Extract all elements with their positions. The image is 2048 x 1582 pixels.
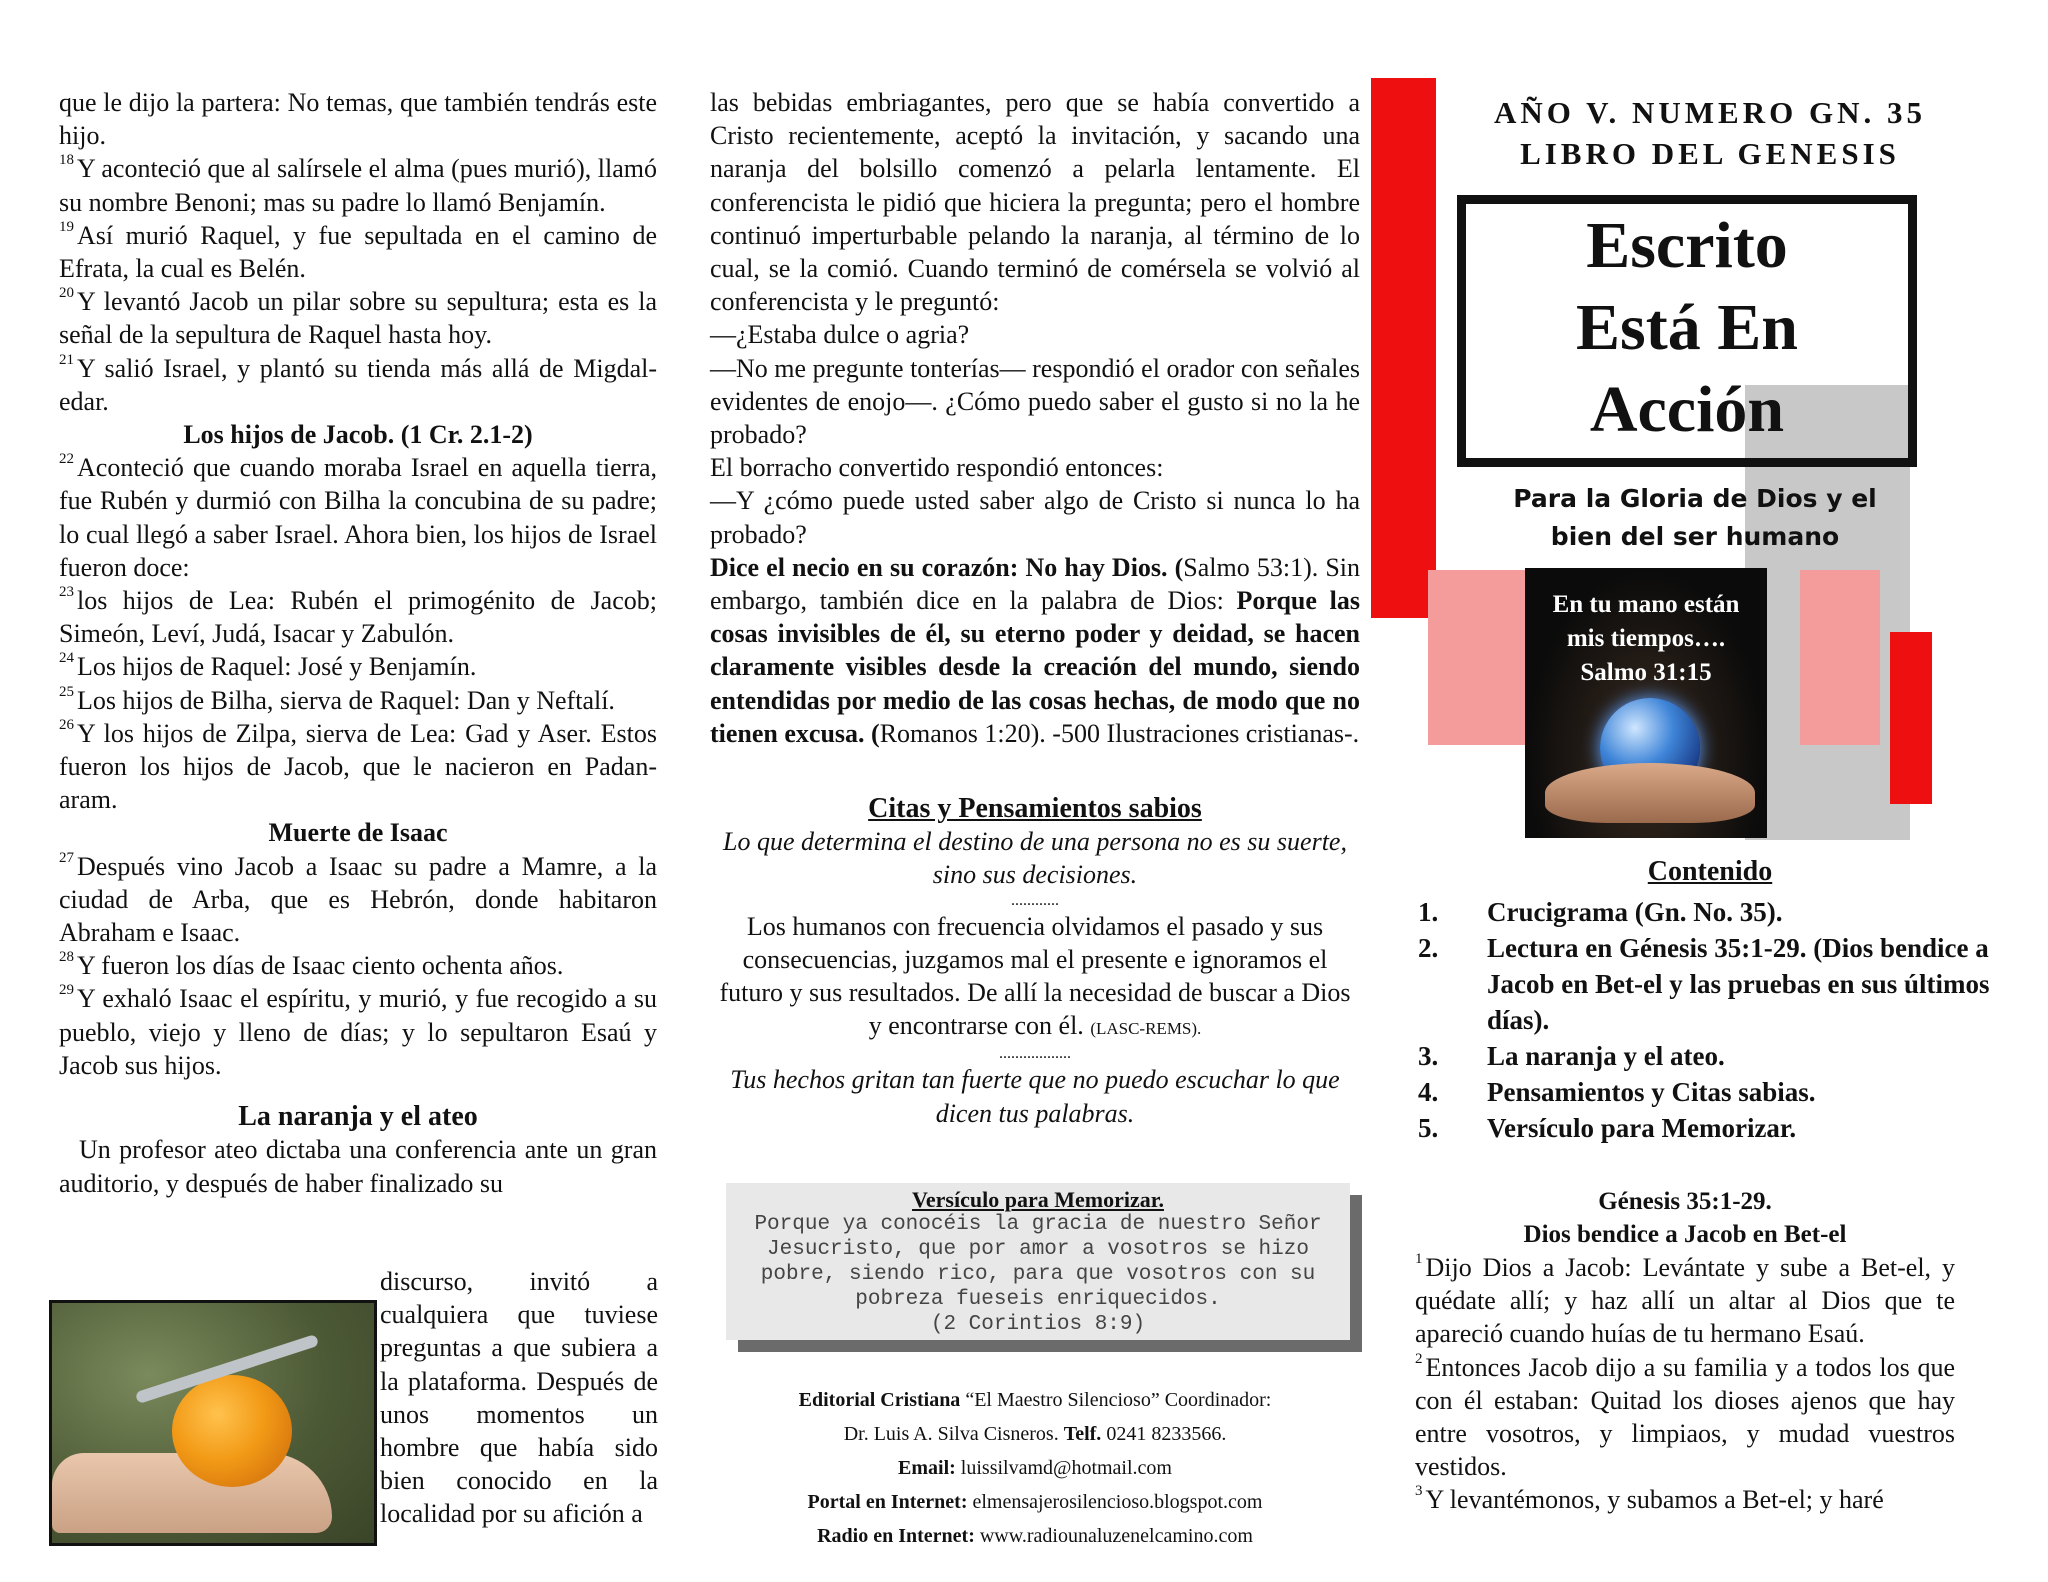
editorial-line: Radio en Internet: www.radiounaluzenelcamino.com xyxy=(817,1525,1253,1547)
column-middle xyxy=(710,86,1360,1130)
story-wrap-text: discurso, invitó a cualquiera que tuviese preguntas a que subiera a la plataforma. Después de unos momentos un hombre que había sido bien conocido en la localidad por su afición a xyxy=(380,1267,658,1529)
paragraph: El borracho convertido respondió entonces: xyxy=(710,453,1164,483)
title-line: Está En xyxy=(1576,291,1798,364)
orange-peeling-photo xyxy=(49,1300,377,1546)
pink-decor-block xyxy=(1800,570,1880,745)
editorial-line: Email: luissilvamd@hotmail.com xyxy=(898,1457,1172,1479)
verse-1: $^1$ Dijo Dios a Jacob: Levántate y sube a Bet-el, y quédate allí; y haz allí un altar al Dios que te apareció cuando huías de tu hermano Esaú. xyxy=(1415,1251,1955,1349)
verse-19: $^{19}$ Así murió Raquel, y fue sepultada en el camino de Efrata, la cual es Belén. xyxy=(59,218,657,284)
quote-3: Tus hechos gritan tan fuerte que no puedo escuchar lo que dicen tus palabras. xyxy=(730,1065,1340,1128)
dialogue-line: —¿Estaba dulce o agria? xyxy=(710,320,970,350)
verse-3: $^3$ Y levantémonos, y subamos a Bet-el; y haré xyxy=(1415,1483,1884,1515)
toc-item: 5. Versículo para Memorizar. xyxy=(1418,1113,1797,1143)
editorial-line: Dr. Luis A. Silva Cisneros. Telf. 0241 8233566. xyxy=(843,1423,1227,1445)
tagline-line: Para la Gloria de Dios y el xyxy=(1513,484,1877,513)
memory-verse-text: Porque ya conocéis la gracia de nuestro Señor Jesucristo, que por amor a vosotros se hizo pobre, siendo rico, para que vosotros con su pobreza fueseis enriquecidos. xyxy=(754,1213,1322,1311)
verse-28: $^{28}$ Y fueron los días de Isaac ciento ochenta años. xyxy=(59,949,564,981)
dots-separator: ............ xyxy=(1011,891,1059,909)
paragraph: las bebidas embriagantes, pero que se había convertido a Cristo recientemente, aceptó la invitación, y sacando una naranja del bolsillo comenzó a pelarla lentamente. El conferencista le pidió que hiciera la pregunta; pero el hombre continuó imperturbable pelando la naranja, al término de lo cual, se la comió. Cuando terminó de comérsela se volvió al conferencista y le preguntó: xyxy=(710,88,1360,317)
quote-2: Los humanos con frecuencia olvidamos el pasado y sus consecuencias, juzgamos mal el presente e ignoramos el futuro y sus resultados. De allí la necesidad de buscar a Dios y encontrarse con él. (LASC-REMS). xyxy=(719,911,1351,1041)
verse-29: $^{29}$ Y exhaló Isaac el espíritu, y murió, y fue recogido a su pueblo, viejo y lleno de días; y lo sepultaron Esaú y Jacob sus hijos. xyxy=(59,982,657,1080)
verse-25: $^{25}$ Los hijos de Bilha, sierva de Raquel: Dan y Neftalí. xyxy=(59,683,615,715)
section-heading-muerte: Muerte de Isaac xyxy=(268,818,448,848)
verse-22: $^{22}$ Aconteció que cuando moraba Israel en aquella tierra, fue Rubén y durmió con Bilha la concubina de su padre; lo cual llegó a saber Israel. Ahora bien, los hijos de Israel fueron doce: xyxy=(59,451,657,582)
memory-verse-ref: (2 Corintios 8:9) xyxy=(930,1313,1146,1336)
verse-18: $^{18}$ Y aconteció que al salírsele el alma (pues murió), llamó su nombre Benoni; mas su padre lo llamó Benjamín. xyxy=(59,152,657,217)
publication-title xyxy=(1482,205,1892,451)
globe-in-hand-image xyxy=(1525,568,1767,838)
section-heading-hijos: Los hijos de Jacob. (1 Cr. 2.1-2) xyxy=(183,420,533,450)
issue-number: AÑO V. NUMERO GN. 35 xyxy=(1494,95,1926,130)
memory-verse-box xyxy=(726,1183,1350,1340)
editorial-line: Editorial Cristiana “El Maestro Silencioso” Coordinador: xyxy=(798,1389,1272,1411)
verse-2: $^2$ Entonces Jacob dijo a su familia y a todos los que con él estaban: Quitad los dioses ajenos que hay entre vosotros, y limpiaos, y mudad vuestros vestidos. xyxy=(1415,1350,1955,1482)
red-decor-bar xyxy=(1890,632,1932,804)
editorial-credits xyxy=(710,1383,1360,1553)
issue-header xyxy=(1420,92,2000,174)
dots-separator: .................. xyxy=(999,1045,1071,1063)
quote-1: Lo que determina el destino de una persona no es su suerte, sino sus decisiones. xyxy=(723,827,1347,890)
toc-item: 1. Crucigrama (Gn. No. 35). xyxy=(1418,897,1783,927)
story-paragraph: Un profesor ateo dictaba una conferencia ante un gran auditorio, y después de haber finalizado su xyxy=(59,1135,657,1198)
toc-item: 3. La naranja y el ateo. xyxy=(1418,1041,1725,1071)
citas-heading: Citas y Pensamientos sabios xyxy=(868,793,1202,825)
verse-24: $^{24}$ Los hijos de Raquel: José y Benjamín. xyxy=(59,650,477,682)
tagline xyxy=(1470,480,1920,556)
verse-20: $^{20}$ Y levantó Jacob un pilar sobre su sepultura; esta es la señal de la sepultura de Raquel hasta hoy. xyxy=(59,285,657,350)
title-line: Acción xyxy=(1589,373,1785,446)
column-left xyxy=(59,86,657,1200)
verse-21: $^{21}$ Y salió Israel, y plantó su tienda más allá de Migdal-edar. xyxy=(59,351,657,416)
memory-verse-title: Versículo para Memorizar. xyxy=(912,1187,1164,1212)
reading-subheading: Dios bendice a Jacob en Bet-el xyxy=(1523,1221,1847,1248)
editorial-line: Portal en Internet: elmensajerosilencioso.blogspot.com xyxy=(807,1491,1263,1513)
dialogue-line: —No me pregunte tonterías— respondió el orador con señales evidentes de enojo—. ¿Cómo puedo saber el gusto si no la he probado? xyxy=(710,353,1360,450)
toc-item: 4. Pensamientos y Citas sabias. xyxy=(1418,1077,1816,1107)
scripture-paragraph: Dice el necio en su corazón: No hay Dios. (Salmo 53:1). Sin embargo, también dice en la palabra de Dios: Porque las cosas invisibles de él, su eterno poder y deidad, se hacen claramente visibles desde la creación del mundo, siendo entendidas por medio de las cosas hechas, de modo que no tienen excusa. (Romanos 1:20). -500 Ilustraciones cristianas-. xyxy=(710,552,1360,748)
book-name: LIBRO DEL GENESIS xyxy=(1520,136,1900,171)
tagline-line: bien del ser humano xyxy=(1550,522,1840,551)
table-of-contents xyxy=(1410,856,2010,1146)
genesis-reading xyxy=(1415,1185,1955,1517)
toc-title: Contenido xyxy=(1647,856,1773,887)
dialogue-line: —Y ¿cómo puede usted saber algo de Cristo si nunca lo ha probado? xyxy=(710,486,1360,549)
psalm-quote: En tu mano están mis tiempos…. Salmo 31:15 xyxy=(1552,591,1740,686)
reading-heading: Génesis 35:1-29. xyxy=(1598,1188,1772,1215)
title-line: Escrito xyxy=(1586,209,1788,282)
verse-26: $^{26}$ Y los hijos de Zilpa, sierva de Lea: Gad y Aser. Estos fueron los hijos de Jacob, que le nacieron en Padan-aram. xyxy=(59,716,657,815)
hand-shape xyxy=(1545,763,1755,823)
verse-27: $^{27}$ Después vino Jacob a Isaac su padre a Mamre, a la ciudad de Arba, que es Hebrón, donde habitaron Abraham e Isaac. xyxy=(59,849,657,948)
verse-23: $^{23}$ los hijos de Lea: Rubén el primogénito de Jacob; Simeón, Leví, Judá, Isacar y Zabulón. xyxy=(59,584,657,649)
toc-item: 2. Lectura en Génesis 35:1-29. (Dios bendice a Jacob en Bet-el y las pruebas en sus últimos días). xyxy=(1418,933,1990,1035)
section-heading-naranja: La naranja y el ateo xyxy=(238,1101,478,1133)
paragraph: que le dijo la partera: No temas, que también tendrás este hijo. xyxy=(59,88,657,151)
orange-shape xyxy=(172,1375,292,1487)
